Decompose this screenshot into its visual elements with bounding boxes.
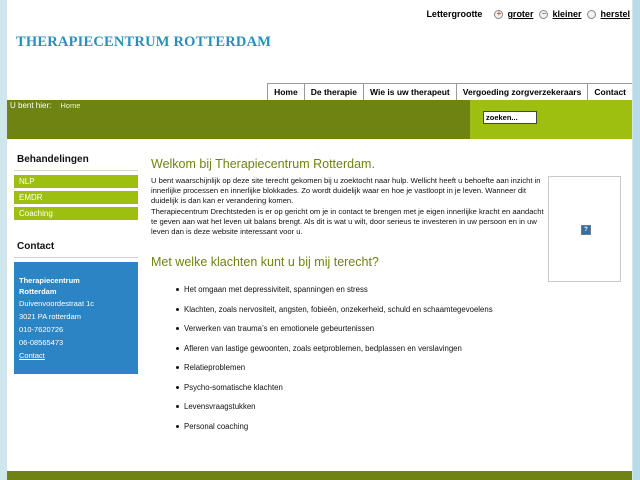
contact-address: Duivenvoordestraat 1c: [19, 299, 95, 308]
breadcrumb-home-link[interactable]: Home: [60, 101, 81, 110]
broken-image-icon: ?: [581, 225, 591, 235]
font-reset-option[interactable]: [587, 9, 630, 19]
font-larger-link[interactable]: groter: [507, 9, 534, 19]
list-item: Klachten, zoals nervositeit, angsten, fobieën, onzekerheid, schuld en schaamtegevoelens: [151, 303, 544, 323]
breadcrumb: [10, 101, 80, 110]
minus-circle-icon[interactable]: −: [539, 10, 548, 19]
nav-home[interactable]: Home: [267, 84, 304, 101]
contact-mobile: 06-08565473: [19, 338, 64, 347]
list-item: Verwerken van trauma’s en emotionele gebeurtenissen: [151, 322, 544, 342]
complaints-list: [151, 283, 544, 439]
contact-phone: 010-7620726: [19, 325, 64, 334]
list-item: Personal coaching: [151, 420, 544, 440]
page: [7, 0, 632, 480]
reset-circle-icon[interactable]: [587, 10, 596, 19]
treatments-list: [14, 175, 138, 220]
footer-bar: [7, 471, 632, 480]
font-smaller-link[interactable]: kleiner: [552, 9, 582, 19]
welcome-heading: Welkom bij Therapiecentrum Rotterdam.: [151, 157, 375, 171]
treatments-heading: Behandelingen: [14, 150, 138, 171]
sidebar-item-emdr[interactable]: EMDR: [14, 191, 138, 204]
breadcrumb-bar: [7, 100, 632, 139]
contact-box: [14, 262, 138, 374]
sidebar-item-nlp[interactable]: NLP: [14, 175, 138, 188]
site-title[interactable]: THERAPIECENTRUM ROTTERDAM: [16, 34, 272, 50]
list-item: Psycho-somatische klachten: [151, 381, 544, 401]
font-size-label: Lettergrootte: [426, 9, 483, 19]
intro-text: [151, 176, 544, 237]
plus-circle-icon[interactable]: +: [494, 10, 503, 19]
sidebar: [14, 150, 138, 374]
contact-link[interactable]: Contact: [19, 351, 45, 360]
nav-contact[interactable]: Contact: [587, 84, 632, 101]
main-navigation: [267, 83, 632, 101]
contact-name: Therapiecentrum Rotterdam: [19, 276, 80, 296]
intro-paragraph-2: Therapiecentrum Drechtsteden is er op gericht om je in contact te brengen met je eigen innerlijke kracht en aandacht te geven aan wat het leven uit balans brengt. Als dit is wat u wilt, door serieus te investeren in uw persoon en in uw leven dan is deze website interessant voor u.: [151, 206, 544, 237]
contact-heading: Contact: [14, 237, 138, 258]
nav-vergoeding-zorgverzekeraars[interactable]: Vergoeding zorgverzekeraars: [456, 84, 588, 101]
list-item: Afleren van lastige gewoonten, zoals eetproblemen, bedplassen en verslavingen: [151, 342, 544, 362]
search-area: [470, 100, 632, 139]
font-reset-link[interactable]: herstel: [600, 9, 630, 19]
font-size-controls: [426, 7, 630, 21]
page-edge: [633, 0, 640, 480]
breadcrumb-prefix: U bent hier:: [10, 101, 52, 110]
nav-wie-is-uw-therapeut[interactable]: Wie is uw therapeut: [363, 84, 456, 101]
image-box: [548, 176, 621, 282]
contact-city: 3021 PA rotterdam: [19, 312, 81, 321]
main-content: [151, 156, 544, 439]
sidebar-item-coaching[interactable]: Coaching: [14, 207, 138, 220]
complaints-heading: Met welke klachten kunt u bij mij terecht?: [151, 255, 379, 270]
font-smaller-option[interactable]: [539, 9, 581, 19]
intro-paragraph-1: U bent waarschijnlijk op deze site terecht gekomen bij u zoektocht naar hulp. Wellicht heeft u behoefte aan inzicht in innerlijke processen en innerlijke blokkades. Zo wordt duidelijk waar en hoe je vastloopt in je leven. Wanneer dit duidelijk is dan kan er verandering komen.: [151, 176, 541, 206]
nav-de-therapie[interactable]: De therapie: [304, 84, 363, 101]
list-item: Levensvraagstukken: [151, 400, 544, 420]
list-item: Het omgaan met depressiviteit, spanningen en stress: [151, 283, 544, 303]
list-item: Relatieproblemen: [151, 361, 544, 381]
search-input[interactable]: [483, 111, 537, 124]
font-larger-option[interactable]: [494, 9, 533, 19]
